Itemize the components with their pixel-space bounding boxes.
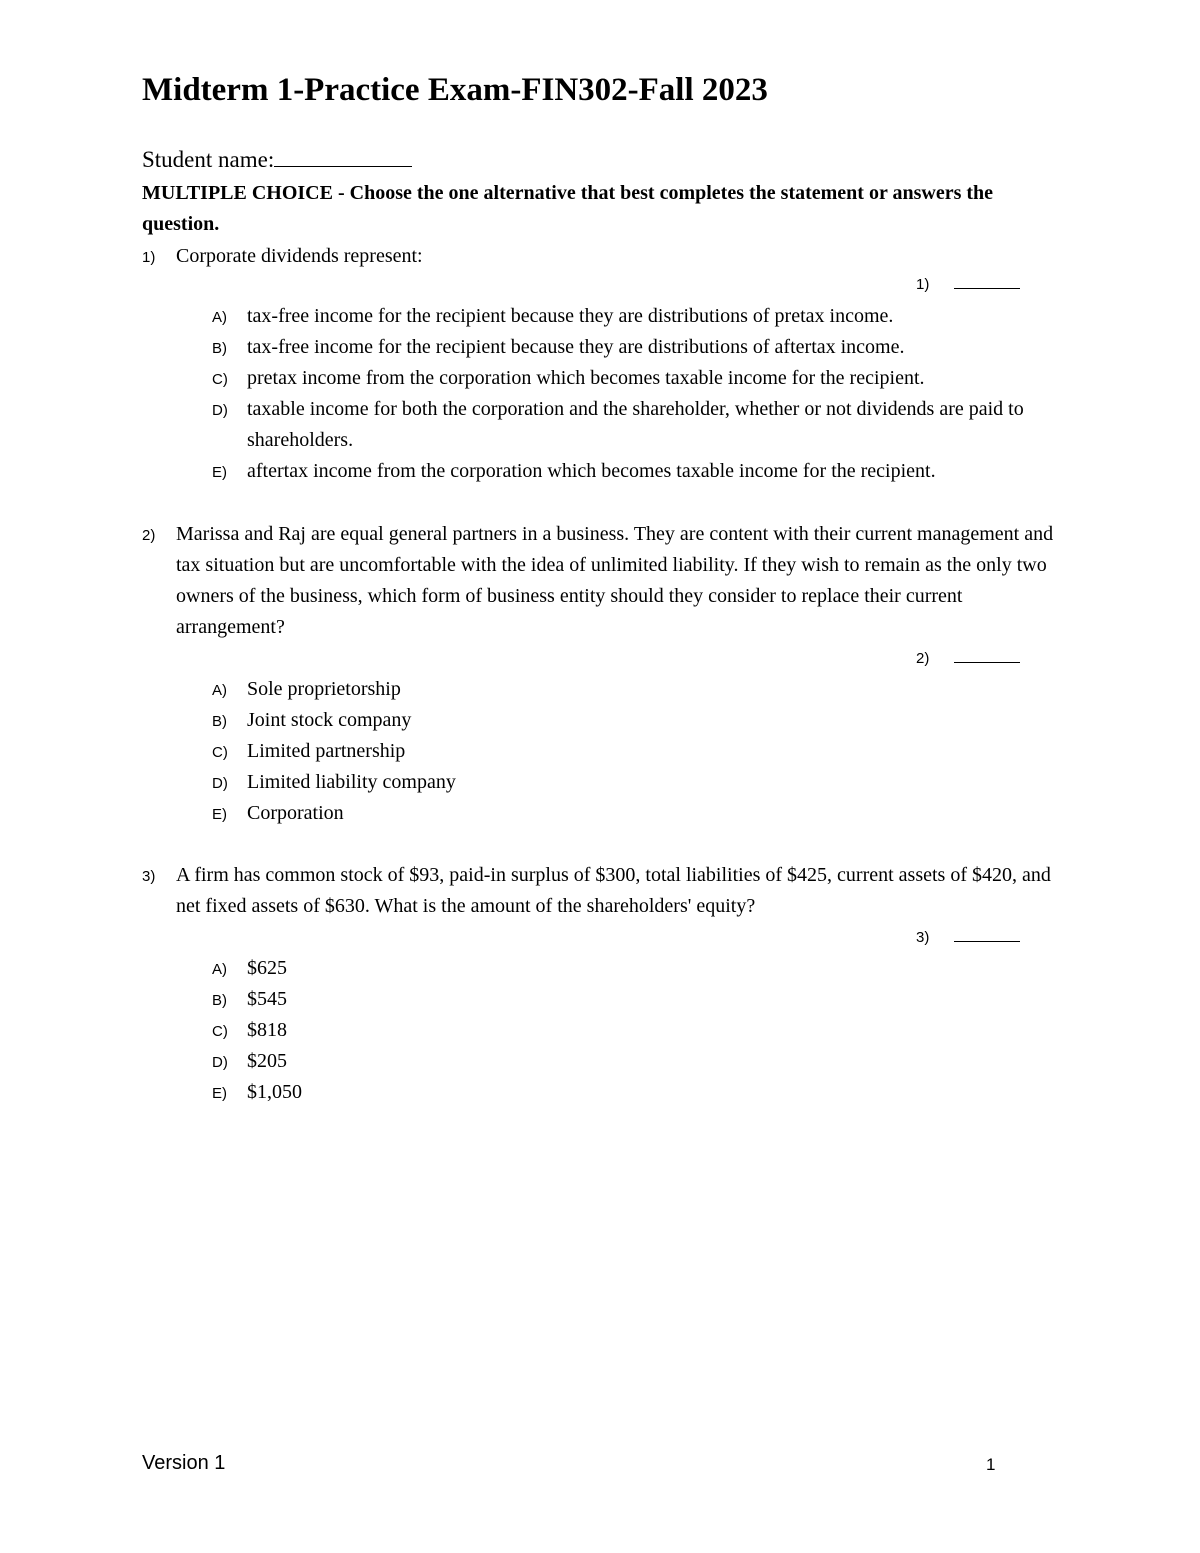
answer-number: 2)	[916, 650, 930, 667]
option-text: Corporation	[247, 802, 344, 824]
option-text: Limited liability company	[247, 771, 456, 793]
question-text: Corporate dividends represent:	[176, 245, 423, 267]
option-a[interactable]	[212, 301, 1072, 332]
option-letter: A)	[212, 682, 227, 699]
option-b[interactable]	[212, 332, 1072, 363]
answer-slot-1[interactable]	[916, 276, 1020, 294]
answer-number: 1)	[916, 276, 930, 293]
instructions: MULTIPLE CHOICE - Choose the one alternative that best completes the statement or answers the question.	[142, 182, 994, 235]
question-text: Marissa and Raj are equal general partners in a business. They are content with their current management and tax situation but are uncomfortable with the idea of unlimited liability. If they wish to remain as the only two owners of the business, which form of business entity should they consider to replace their current arrangement?	[176, 523, 1054, 638]
option-text: $625	[247, 957, 287, 979]
options-question-1	[212, 301, 1072, 487]
option-b[interactable]	[212, 705, 1072, 736]
option-letter: D)	[212, 1054, 228, 1071]
option-letter: E)	[212, 806, 227, 823]
version-label: Version 1	[142, 1452, 226, 1474]
question-text: A firm has common stock of $93, paid-in surplus of $300, total liabilities of $425, current assets of $420, and net fixed assets of $630. What is the amount of the shareholders' equity?	[176, 864, 1051, 917]
option-text: $545	[247, 988, 287, 1010]
option-e[interactable]	[212, 456, 1072, 487]
option-b[interactable]	[212, 984, 1072, 1015]
option-letter: E)	[212, 464, 227, 481]
options-question-3	[212, 953, 1072, 1108]
option-e[interactable]	[212, 1077, 1072, 1108]
option-letter: C)	[212, 371, 228, 388]
option-letter: B)	[212, 992, 227, 1009]
option-text: tax-free income for the recipient because they are distributions of aftertax income.	[247, 336, 905, 358]
question-number: 2)	[142, 527, 156, 544]
student-name-label: Student name:	[142, 147, 275, 172]
option-text: pretax income from the corporation which becomes taxable income for the recipient.	[247, 367, 925, 389]
option-d[interactable]	[212, 767, 1072, 798]
option-a[interactable]	[212, 953, 1072, 984]
option-letter: D)	[212, 402, 228, 419]
answer-blank[interactable]	[954, 929, 1020, 942]
option-letter: A)	[212, 961, 227, 978]
option-letter: C)	[212, 1023, 228, 1040]
option-text: $205	[247, 1050, 287, 1072]
option-text: Joint stock company	[247, 709, 412, 731]
option-a[interactable]	[212, 674, 1072, 705]
option-c[interactable]	[212, 1015, 1072, 1046]
option-e[interactable]	[212, 798, 1072, 829]
answer-slot-3[interactable]	[916, 929, 1020, 947]
question-number: 1)	[142, 249, 156, 266]
option-letter: B)	[212, 340, 227, 357]
page-number: 1	[986, 1455, 996, 1474]
option-text: Limited partnership	[247, 740, 406, 762]
option-text: taxable income for both the corporation and the shareholder, whether or not dividends are paid to shareholders.	[247, 398, 1024, 451]
option-letter: D)	[212, 775, 228, 792]
question-3	[142, 860, 1062, 922]
option-d[interactable]	[212, 1046, 1072, 1077]
options-question-2	[212, 674, 1072, 829]
option-c[interactable]	[212, 736, 1072, 767]
question-1	[142, 241, 1062, 272]
option-text: $818	[247, 1019, 287, 1041]
student-name-blank[interactable]	[274, 144, 412, 167]
option-d[interactable]	[212, 394, 1072, 456]
option-text: tax-free income for the recipient because they are distributions of pretax income.	[247, 305, 894, 327]
option-c[interactable]	[212, 363, 1072, 394]
question-2	[142, 519, 1062, 643]
option-letter: B)	[212, 713, 227, 730]
page-title: Midterm 1-Practice Exam-FIN302-Fall 2023	[142, 72, 768, 108]
option-text: Sole proprietorship	[247, 678, 401, 700]
answer-slot-2[interactable]	[916, 650, 1020, 668]
option-letter: A)	[212, 309, 227, 326]
option-letter: C)	[212, 744, 228, 761]
option-text: aftertax income from the corporation which becomes taxable income for the recipient.	[247, 460, 936, 482]
student-name-line	[142, 144, 412, 173]
answer-number: 3)	[916, 929, 930, 946]
answer-blank[interactable]	[954, 650, 1020, 663]
option-letter: E)	[212, 1085, 227, 1102]
question-number: 3)	[142, 868, 156, 885]
option-text: $1,050	[247, 1081, 302, 1103]
answer-blank[interactable]	[954, 276, 1020, 289]
